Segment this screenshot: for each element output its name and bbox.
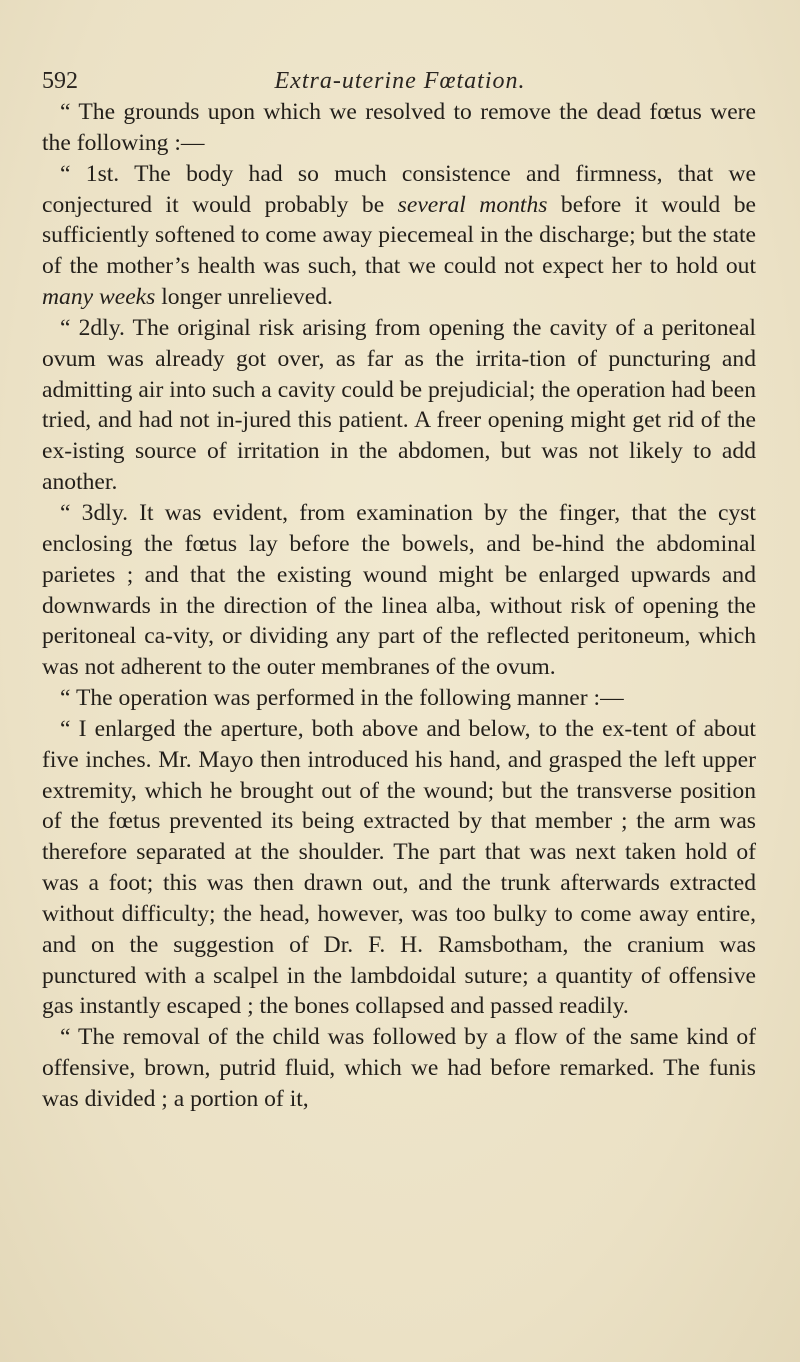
body-text (42, 97, 756, 1115)
paragraph-text: “ The operation was performed in the following manner :— (60, 685, 624, 712)
paragraph-text: “ 3dly. It was evident, from examination by the finger, that the cyst enclosing the fœtus lay before the bowels, and be-hind the abdominal parietes ; and that the existing wound might be enlarged upwards and downwards in the direction of the linea alba, without risk of opening the peritoneal ca-vity, or dividing any part of the reflected peritoneum, which was not adherent to the outer membranes of the ovum. (42, 499, 756, 681)
paragraph-text: “ The grounds upon which we resolved to remove the dead fœtus were the following :— (42, 99, 756, 156)
paragraph-text: longer unrelieved. (155, 284, 333, 311)
paragraph-text: “ 2dly. The original risk arising from opening the cavity of a peritoneal ovum was already got over, as far as the irrita-tion of puncturing and admitting air into such a cavity could be prejudicial; the operation had been tried, and had not in-jured this patient. A freer opening might get rid of the ex-isting source of irritation in the abdomen, but was not likely to add another. (42, 314, 756, 496)
running-head (42, 68, 758, 98)
paragraph-text: “ 1st. The body had so much consistence and firmness, that we conjectured it would probably be (42, 160, 756, 218)
running-title: Extra-uterine Fœtation. (274, 68, 526, 94)
paragraph (42, 714, 756, 1022)
paragraph (42, 313, 756, 498)
paragraph (42, 498, 756, 683)
paragraph (42, 1022, 756, 1115)
paragraph (42, 683, 756, 714)
italic-text: many weeks (42, 284, 156, 311)
italic-text: several months (397, 191, 548, 218)
paragraph-text: before it would be sufficiently softened to come away piecemeal in the discharge; but the state of the mother’s health was such, that we could not expect her to hold out (42, 191, 756, 280)
paragraph-text: “ I enlarged the aperture, both above and below, to the ex-tent of about five inches. Mr. Mayo then introduced his hand, and grasped the left upper extremity, which he brought out of the wound; but the transverse position of the fœtus prevented its being extracted by that member ; the arm was therefore separated at the shoulder. The part that was next taken hold of was a foot; this was then drawn out, and the trunk afterwards extracted without difficulty; the head, however, was too bulky to come away entire, and on the suggestion of Dr. F. H. Ramsbotham, the cranium was punctured with a scalpel in the lambdoidal suture; a quantity of offensive gas instantly escaped ; the bones collapsed and passed readily. (42, 715, 756, 1020)
paragraph-text: “ The removal of the child was followed by a flow of the same kind of offensive, brown, putrid fluid, which we had before remarked. The funis was divided ; a portion of it, (42, 1024, 756, 1112)
page-number: 592 (42, 68, 78, 94)
paragraph (42, 159, 756, 313)
paragraph (42, 97, 756, 159)
